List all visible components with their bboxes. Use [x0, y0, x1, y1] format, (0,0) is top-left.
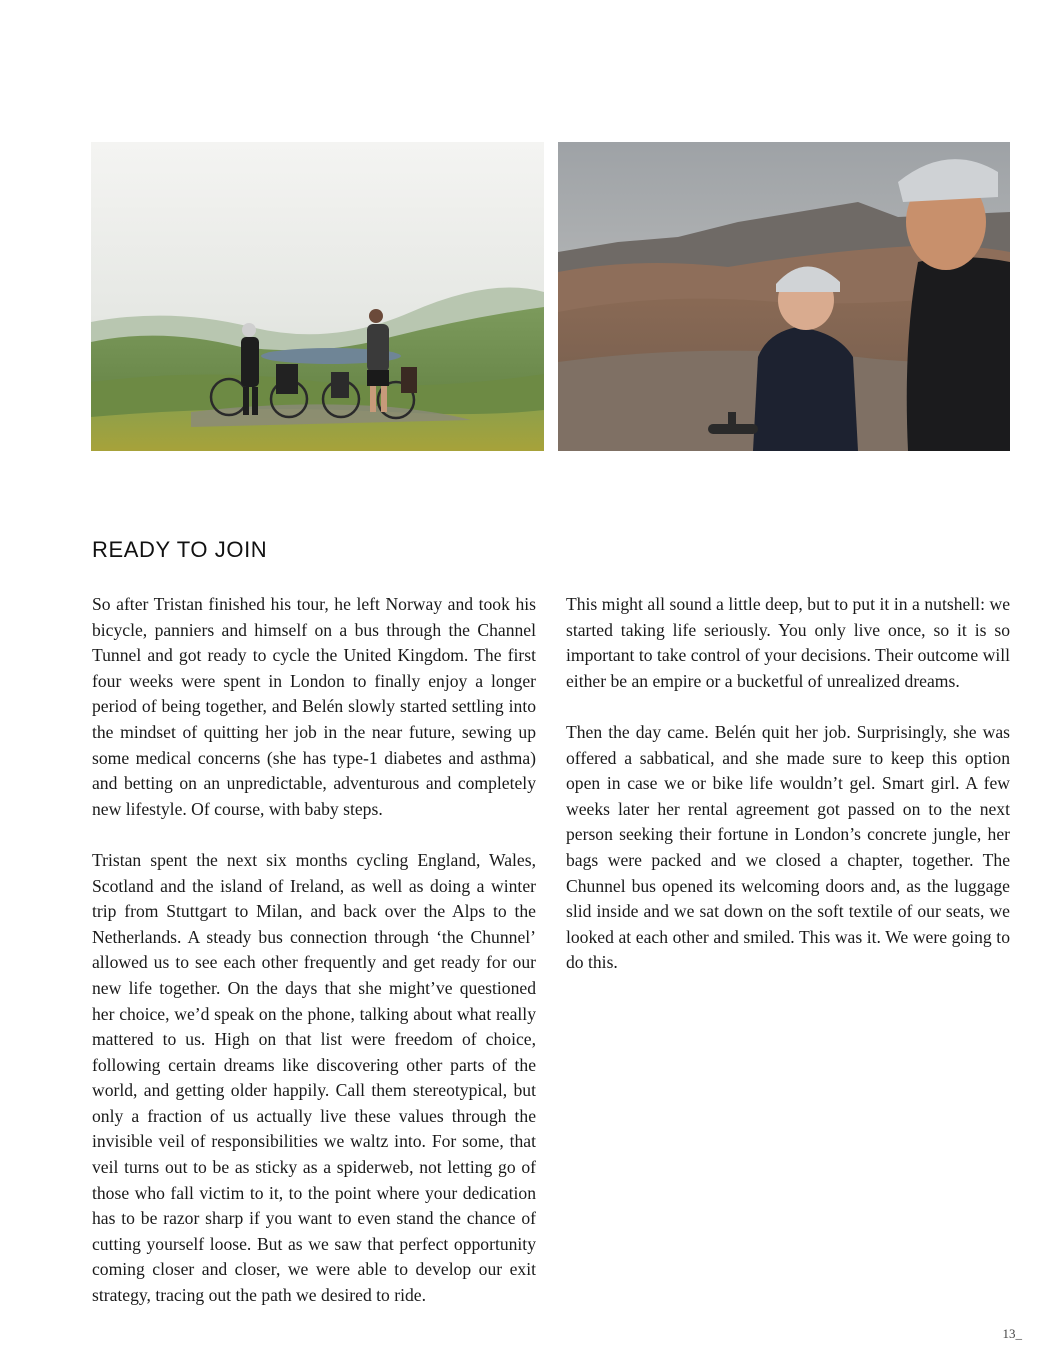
- norway-cyclists-image: [91, 142, 544, 451]
- paragraph: Tristan spent the next six months cycling England, Wales, Scotland and the island of Ireland, as well as doing a winter trip from Stuttgart to Milan, and back over the Alps to the Netherlands. A steady bus connection through ‘the Chunnel’ allowed us to see each other frequently and get ready for our new life together. On the days that she might’ve questioned her choice, we’d speak on the phone, talking about what really mattered to us. High on that list were freedom of choice, following certain dreams like discovering other parts of the world, and getting older happily. Call them stereotypical, but only a fraction of us actually live these values through the invisible veil of responsibilities we waltz into. For some, that veil turns out to be as sticky as a spiderweb, not letting go of those who fall victim to it, to the point where your dedication has to be razor sharp if you want to even stand the chance of cutting yourself loose. But as we saw that perfect opportunity coming closer and closer, we were able to develop our exit strategy, tracing out the path we desired to ride.: [92, 849, 536, 1306]
- page-number: 13_: [1002, 1326, 1022, 1341]
- text-column-right: [566, 592, 1010, 1002]
- section-heading: READY TO JOIN: [92, 537, 268, 562]
- norway-cyclists-photo: [91, 142, 544, 451]
- paragraph: So after Tristan finished his tour, he left Norway and took his bicycle, panniers and himself on a bus through the Channel Tunnel and got ready to cycle the United Kingdom. The first four weeks were spent in London to finally enjoy a longer period of being together, and Belén slowly started settling into the mindset of quitting her job in the near future, sewing up some medical concerns (she has type-1 diabetes and asthma) and betting on an unpredictable, adventurous and completely new lifestyle. Of course, with baby steps.: [92, 594, 536, 819]
- mountain-selfie-image: [558, 142, 1010, 451]
- mountain-selfie-photo: [558, 142, 1010, 451]
- paragraph: This might all sound a little deep, but to put it in a nutshell: we started taking life seriously. You only live once, so it is so important to take control of your decisions. Their outcome will either be an empire or a bucketful of unrealized dreams.: [566, 594, 1010, 691]
- text-column-left: [92, 592, 536, 1334]
- paragraph: Then the day came. Belén quit her job. Surprisingly, she was offered a sabbatical, and she made sure to keep this option open in case we or bike life wouldn’t gel. Smart girl. A few weeks later her rental agreement got passed on to the next person seeking their fortune in London’s concrete jungle, her bags were packed and we closed a chapter, together. The Chunnel bus opened its welcoming doors and, as the luggage slid inside and we sat down on the soft textile of our seats, we looked at each other and smiled. This was it. We were going to do this.: [566, 721, 1010, 973]
